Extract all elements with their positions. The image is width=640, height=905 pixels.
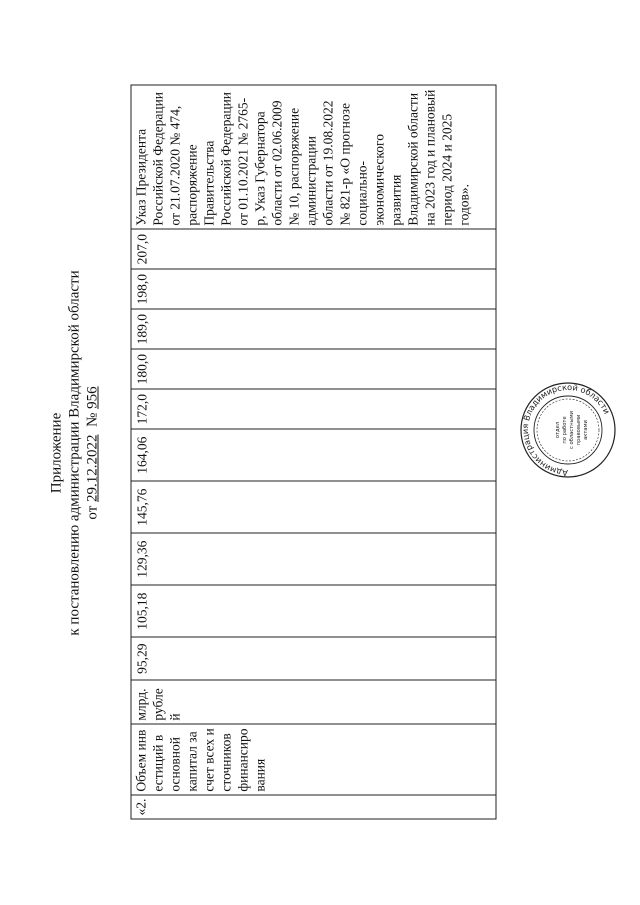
value-cell: 95,29 (131, 637, 496, 680)
svg-text:с областными: с областными (569, 410, 575, 450)
indicator-table (130, 84, 496, 819)
basis-cell: Указ Президента Российской Федерации от 21.07.2020 № 474, распоряжение Правительства Российской Федерации от 01.10.2021 № 2765-р, Указ Губернатора области от 02.06.2009 № 10, распоряжение администрации области от 19.08.2022 № 821-р «О прогнозе социально-экономического развития Владимирской области на 2023 год и плановый период 2024 и 2025 годов». (131, 85, 496, 229)
unit-cell: млрд. рублей (131, 680, 496, 724)
header-title: Приложение (48, 412, 64, 493)
value-cell: 198,0 (131, 269, 496, 309)
header-subtitle: к постановлению администрации Владимирской области (66, 269, 82, 636)
value-cell: 189,0 (131, 309, 496, 349)
value-cell: 145,76 (131, 481, 496, 533)
value-cell: 129,36 (131, 533, 496, 585)
official-stamp (518, 380, 618, 480)
header-number-prefix: № (84, 412, 100, 427)
indicator-name: Объем инвестиций в основной капитал за счет всех источников финансирования (131, 724, 496, 795)
table-row (131, 85, 496, 819)
svg-text:по работе: по работе (562, 416, 568, 444)
header-number: 956 (84, 385, 100, 409)
value-cell: 164,06 (131, 429, 496, 481)
header-date-prefix: от (84, 505, 100, 520)
header-date-line (83, 0, 101, 905)
value-cell: 105,18 (131, 585, 496, 637)
header-date: 29.12.2022 (84, 433, 100, 502)
document-header (47, 0, 101, 905)
value-cell: 172,0 (131, 389, 496, 429)
svg-text:актами: актами (583, 420, 589, 440)
value-cell: 180,0 (131, 349, 496, 389)
value-cell: 207,0 (131, 229, 496, 269)
svg-text:правовыми: правовыми (576, 414, 582, 446)
stamp-outer-text: Администрация Владимирской области (519, 381, 613, 479)
svg-text:отдел: отдел (555, 421, 561, 439)
row-index: «2. (131, 795, 496, 819)
